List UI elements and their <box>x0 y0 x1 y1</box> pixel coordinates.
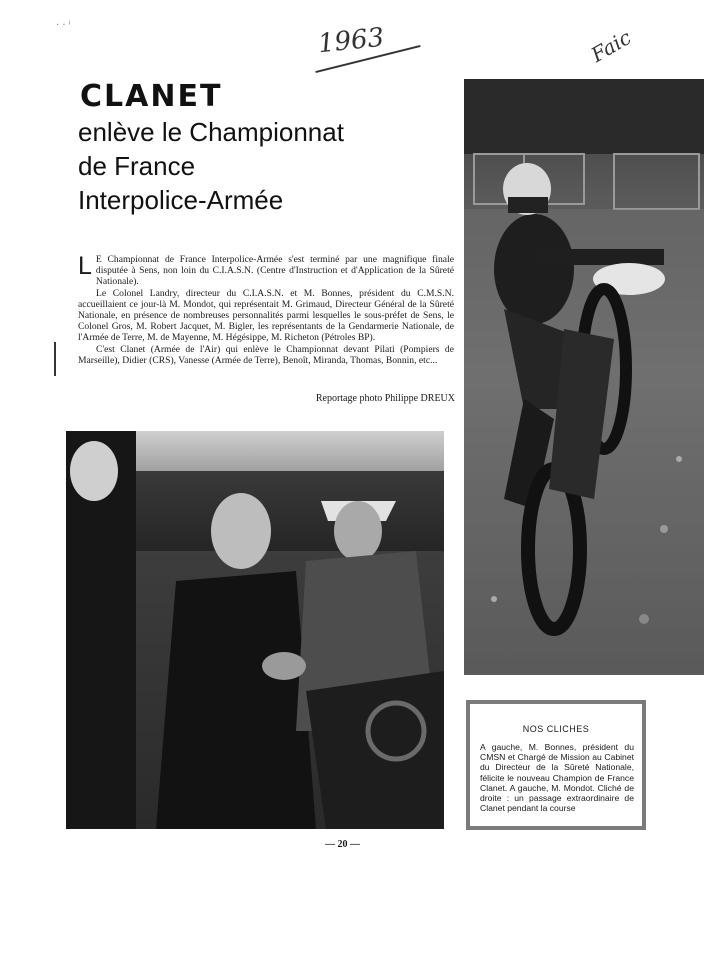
caption-box <box>466 700 646 830</box>
paper-specks: · · ⁱ <box>56 20 71 31</box>
article-title: CLANET <box>80 79 223 114</box>
article-paragraph-3: C'est Clanet (Armée de l'Air) qui enlève le Championnat devant Pilati (Pompiers de Marseille), Didier (CRS), Vanesse (Armée de Terre), Benoît, Miranda, Thomas, Bonnin, etc... <box>78 343 454 366</box>
caption-text: A gauche, M. Bonnes, président du CMSN et Chargé de Mission au Cabinet du Directeur de la Sûreté Nationale, félicite le nouveau Champion de France Clanet. A gauche, M. Mondot. Cliché de droite : un passage extraordinaire de Clanet pendant la course <box>480 742 634 814</box>
handwritten-corner-note: Faic <box>586 25 636 67</box>
drop-cap: L <box>78 252 92 280</box>
article-subtitle-line-3: Interpolice-Armée <box>78 185 284 215</box>
handwritten-year: 1963 <box>316 22 386 60</box>
article-subtitle-line-2: de France <box>78 151 196 181</box>
photo-motocross-jump <box>464 79 704 675</box>
page-number: — 20 — <box>325 839 360 850</box>
photo-credit: Reportage photo Philippe DREUX <box>315 393 455 404</box>
article-paragraph-2: Le Colonel Landry, directeur du C.I.A.S.N. et M. Bonnes, président du C.M.S.N. accueillaient ce jour-là M. Mondot, qui représentait M. Grimaud, Directeur Général de la Sûreté Nationale, en présence de nombreuses personnalités parmi lesquelles le sous-préfet de Sens, le Colonel Gros, M. Robert Jacquet, M. Bigler, les représentants de la Gendarmerie Nationale, de l'Armée de Terre, M. de Mayenne, M. Hégésippe, M. Richeton (Pétroles BP). <box>78 287 454 344</box>
paragraph-1-text: E Championnat de France Interpolice-Armée s'est terminé par une magnifique finale disputée à Sens, non loin du C.I.A.S.N. (Centre d'Instruction et d'Application de la Sûreté Nationale). <box>95 254 454 288</box>
photo-handshake-ceremony <box>66 431 444 829</box>
article-body <box>78 254 454 366</box>
article-subtitle-line-1: enlève le Championnat <box>78 117 344 147</box>
article-paragraph-1 <box>78 254 454 288</box>
caption-heading: NOS CLICHES <box>522 724 590 734</box>
handwritten-margin-mark <box>54 342 64 376</box>
